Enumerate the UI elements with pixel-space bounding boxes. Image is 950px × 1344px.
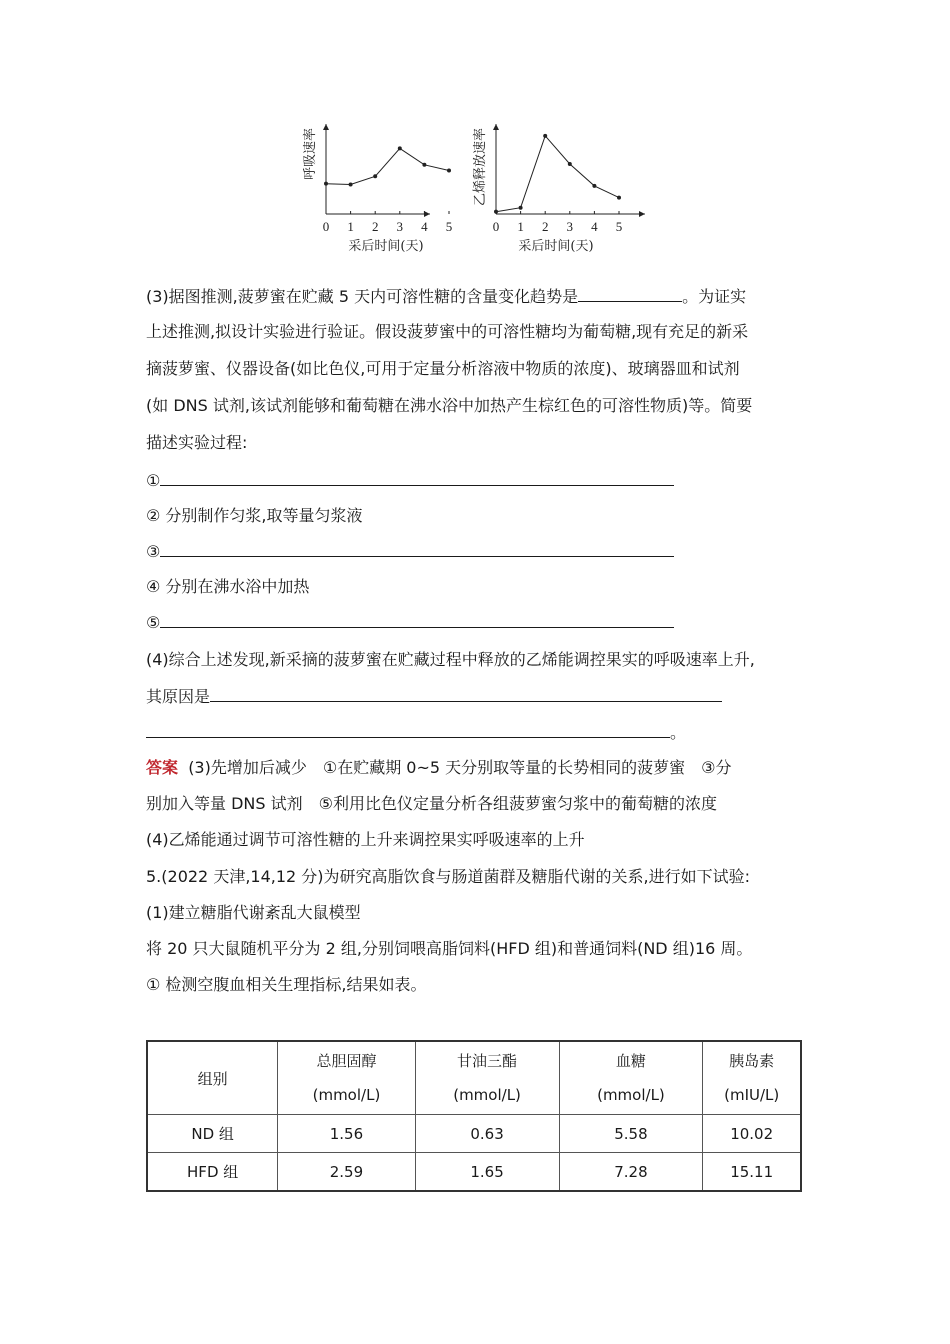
answer-blank	[160, 612, 674, 628]
header-unit: (mIU/L)	[724, 1086, 780, 1104]
step-2: ② 分别制作匀浆,取等量匀浆液	[146, 506, 363, 525]
data-point	[543, 134, 547, 138]
q5-line-1: 5.(2022 天津,14,12 分)为研究高脂饮食与肠道菌群及糖脂代谢的关系,进行如下试验:	[146, 867, 751, 886]
data-point	[422, 163, 426, 167]
step-number: ⑤	[146, 613, 161, 632]
table-cell: 0.63	[415, 1115, 559, 1153]
q4-line-1: (4)综合上述发现,新采摘的菠萝蜜在贮藏过程中释放的乙烯能调控果实的呼吸速率上升,	[146, 650, 755, 669]
table-cell: 1.56	[278, 1115, 415, 1153]
q5-line-3: 将 20 只大鼠随机平分为 2 组,分别饲喂高脂饲料(HFD 组)和普通饲料(ND 组)16 周。	[146, 939, 753, 958]
answer-line-1	[146, 758, 731, 778]
answer-label: 答案	[146, 758, 179, 777]
q5-line-2: (1)建立糖脂代谢紊乱大鼠模型	[146, 903, 361, 922]
q4-line-3	[146, 722, 686, 743]
q3-line-4: (如 DNS 试剂,该试剂能够和葡萄糖在沸水浴中加热产生棕红色的可溶性物质)等。简要	[146, 396, 753, 415]
data-point	[447, 169, 451, 173]
answer-line-2: 别加入等量 DNS 试剂 ⑤利用比色仪定量分析各组菠萝蜜匀浆中的葡萄糖的浓度	[146, 794, 717, 813]
data-point	[494, 210, 498, 214]
q3-line-3: 摘菠萝蜜、仪器设备(如比色仪,可用于定量分析溶液中物质的浓度)、玻璃器皿和试剂	[146, 359, 740, 378]
q4-text: 其原因是	[146, 687, 211, 706]
table-header-row	[147, 1041, 801, 1115]
header-cell	[559, 1041, 703, 1115]
q3-line-2: 上述推测,拟设计实验进行验证。假设菠萝蜜中的可溶性糖均为葡萄糖,现有充足的新采	[146, 322, 749, 341]
answer-blank	[210, 686, 722, 702]
x-tick-label: 4	[421, 219, 428, 234]
table-cell: ND 组	[147, 1115, 278, 1153]
x-tick-label: 0	[492, 219, 500, 234]
header-unit: (mmol/L)	[312, 1086, 381, 1104]
x-tick-label: 1	[347, 219, 354, 234]
q3-line-5: 描述实验过程:	[146, 433, 248, 452]
header-cell	[415, 1041, 559, 1115]
x-tick-label: 5	[445, 219, 453, 234]
answer-blank	[160, 470, 674, 486]
table-cell: 7.28	[559, 1153, 703, 1192]
answer-blank	[146, 722, 670, 738]
header-label: 甘油三酯	[457, 1052, 518, 1070]
header-cell	[278, 1041, 415, 1115]
step-1	[146, 470, 674, 491]
x-tick-label: 3	[566, 219, 574, 234]
x-tick-label: 2	[371, 219, 379, 234]
answer-text: (3)先增加后减少 ①在贮藏期 0~5 天分别取等量的长势相同的菠萝蜜 ③分	[188, 758, 732, 777]
header-unit: (mmol/L)	[597, 1086, 665, 1104]
data-point	[398, 146, 402, 150]
table-cell: 15.11	[703, 1153, 801, 1192]
header-cell	[703, 1041, 801, 1115]
series-line	[326, 148, 449, 184]
header-cell	[147, 1041, 278, 1115]
x-axis-label: 采后时间(天)	[348, 239, 424, 254]
x-tick-label: 2	[541, 219, 549, 234]
table-cell: 10.02	[703, 1115, 801, 1153]
line-charts	[300, 118, 660, 258]
table-row	[147, 1153, 801, 1192]
data-point	[592, 184, 596, 188]
table-cell: 5.58	[559, 1115, 703, 1153]
q4-line-2	[146, 686, 722, 707]
data-point	[617, 196, 621, 200]
step-number: ③	[146, 542, 161, 561]
x-tick-label: 5	[615, 219, 623, 234]
q3-text: 。为证实	[682, 287, 747, 306]
answer-blank	[160, 541, 674, 557]
x-tick-label: 1	[517, 219, 524, 234]
data-point	[324, 182, 328, 186]
series-line	[496, 136, 619, 212]
x-tick-label: 0	[322, 219, 330, 234]
y-axis-label: 乙烯释放速率	[473, 128, 488, 207]
x-tick-label: 4	[591, 219, 598, 234]
y-axis-arrow	[323, 124, 329, 130]
header-unit: (mmol/L)	[453, 1086, 521, 1104]
data-table	[146, 1040, 802, 1192]
step-number: ①	[146, 471, 161, 490]
step-3	[146, 541, 674, 562]
y-axis-label: 呼吸速率	[303, 128, 318, 181]
step-4: ④ 分别在沸水浴中加热	[146, 577, 310, 596]
data-point	[519, 206, 523, 210]
table-cell: HFD 组	[147, 1153, 278, 1192]
step-5	[146, 612, 674, 633]
respiration-rate-chart	[302, 124, 452, 254]
data-point	[373, 174, 377, 178]
x-tick-label: 3	[396, 219, 404, 234]
header-label: 总胆固醇	[316, 1052, 377, 1070]
x-axis-label: 采后时间(天)	[518, 239, 594, 254]
table-cell: 1.65	[415, 1153, 559, 1192]
header-label: 胰岛素	[729, 1052, 775, 1070]
data-point	[568, 162, 572, 166]
header-label: 组别	[197, 1069, 228, 1088]
q4-text: 。	[670, 723, 687, 742]
header-label: 血糖	[615, 1052, 646, 1070]
q5-line-4: ① 检测空腹血相关生理指标,结果如表。	[146, 975, 427, 994]
x-axis-arrow	[639, 211, 645, 217]
answer-blank	[578, 286, 682, 302]
q3-line-1	[146, 286, 746, 307]
table-cell: 2.59	[278, 1153, 415, 1192]
data-point	[349, 182, 353, 186]
q3-text: (3)据图推测,菠萝蜜在贮藏 5 天内可溶性糖的含量变化趋势是	[146, 287, 579, 306]
answer-line-3: (4)乙烯能通过调节可溶性糖的上升来调控果实呼吸速率的上升	[146, 830, 585, 849]
ethylene-release-chart	[472, 124, 645, 254]
y-axis-arrow	[493, 124, 499, 130]
table-row	[147, 1115, 801, 1153]
